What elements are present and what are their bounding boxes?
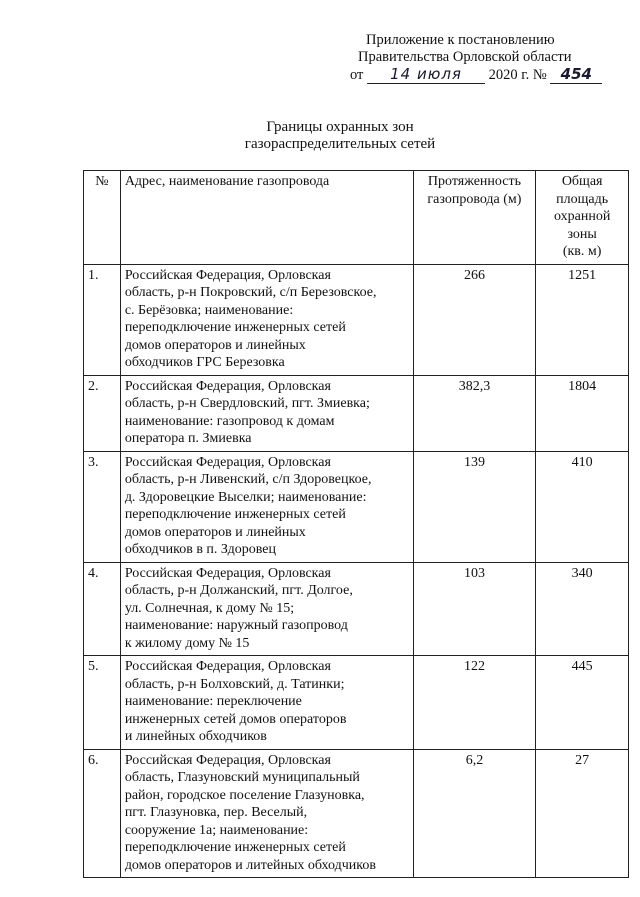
row-address: Российская Федерация, Орловская область, р-н Должанский, пгт. Долгое, ул. Солнечная, к дому № 15; наименование: наружный газопровод к жилому дому № 15 [120, 562, 413, 656]
row-length: 103 [413, 562, 536, 656]
header-cell-length: Протяженность газопровода (м) [413, 171, 536, 265]
row-length: 266 [413, 264, 536, 375]
protection-zones-table [83, 170, 629, 878]
handwritten-date: 14 июля [367, 66, 485, 84]
header-cell-area: Общая площадь охранной зоны (кв. м) [536, 171, 629, 265]
table-header-row [84, 171, 629, 265]
row-area: 27 [536, 749, 629, 878]
title-line-1: Границы охранных зон [266, 119, 414, 135]
document-title [0, 119, 640, 153]
row-area: 340 [536, 562, 629, 656]
table-row [84, 264, 629, 375]
row-length: 6,2 [413, 749, 536, 878]
header-year-label: 2020 г. № [488, 67, 547, 83]
row-length: 122 [413, 656, 536, 750]
title-line-2: газораспределительных сетей [244, 136, 436, 152]
document-header [340, 32, 625, 84]
row-address: Российская Федерация, Орловская область, р-н Покровский, с/п Березовское, с. Берёзовка; наименование: переподключение инженерных сетей домов операторов и линейных обходчиков ГРС Березовка [120, 264, 413, 375]
row-number: 3. [84, 451, 121, 562]
row-area: 445 [536, 656, 629, 750]
row-area: 410 [536, 451, 629, 562]
row-address: Российская Федерация, Орловская область, р-н Свердловский, пгт. Змиевка; наименование: газопровод к домам оператора п. Змиевка [120, 375, 413, 451]
header-government-line: Правительства Орловской области [358, 49, 572, 65]
table-row [84, 562, 629, 656]
header-from-label: от [350, 67, 364, 83]
row-number: 5. [84, 656, 121, 750]
row-address: Российская Федерация, Орловская область, Глазуновский муниципальный район, городское поселение Глазуновка, пгт. Глазуновка, пер. Веселый, сооружение 1а; наименование: переподключение инженерных сетей домов операторов и литейных обходчиков [120, 749, 413, 878]
handwritten-document-number: 454 [550, 66, 602, 84]
header-appendix-line: Приложение к постановлению [366, 32, 555, 48]
header-cell-number: № [84, 171, 121, 265]
row-length: 382,3 [413, 375, 536, 451]
table-row [84, 375, 629, 451]
table-row [84, 749, 629, 878]
row-length: 139 [413, 451, 536, 562]
row-address: Российская Федерация, Орловская область, р-н Ливенский, с/п Здоровецкое, д. Здоровецкие Выселки; наименование: переподключение инженерных сетей домов операторов и линейных обходчиков в п. Здоровец [120, 451, 413, 562]
row-number: 2. [84, 375, 121, 451]
row-number: 6. [84, 749, 121, 878]
table-row [84, 451, 629, 562]
row-number: 1. [84, 264, 121, 375]
row-number: 4. [84, 562, 121, 656]
table-row [84, 656, 629, 750]
row-area: 1251 [536, 264, 629, 375]
header-cell-address: Адрес, наименование газопровода [120, 171, 413, 265]
row-area: 1804 [536, 375, 629, 451]
header-date-number-line [340, 66, 625, 84]
row-address: Российская Федерация, Орловская область, р-н Болховский, д. Татинки; наименование: переключение инженерных сетей домов операторов и линейных обходчиков [120, 656, 413, 750]
